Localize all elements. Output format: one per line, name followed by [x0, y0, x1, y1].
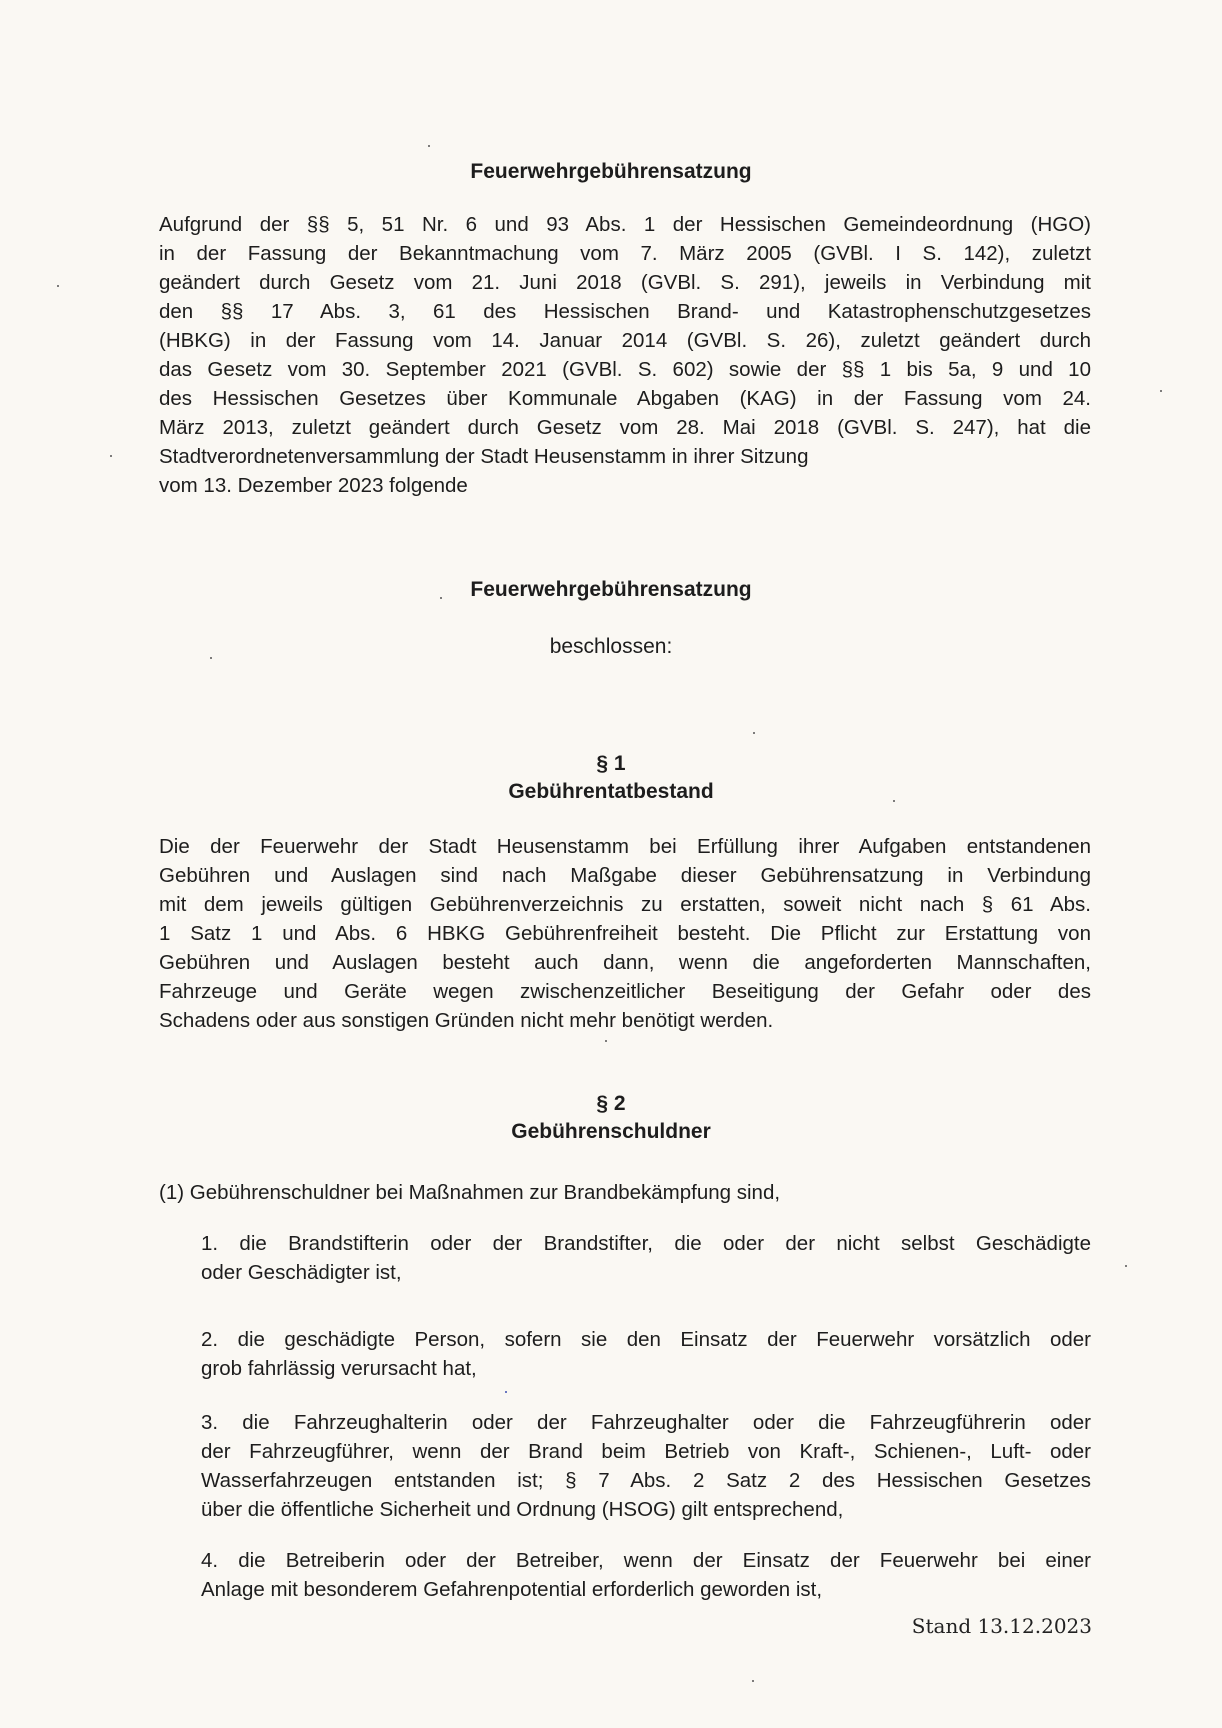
- scan-speck: [1125, 1265, 1127, 1267]
- section-2-intro-line: (1) Gebührenschuldner bei Maßnahmen zur Brandbekämpfung sind,: [159, 1181, 781, 1204]
- scan-speck: [110, 455, 112, 457]
- section-1-body: [159, 832, 1091, 1035]
- preamble-line: (HBKG) in der Fassung vom 14. Januar 2014 (GVBl. S. 26), zuletzt geändert durch: [159, 329, 1091, 352]
- section-2-intro: [159, 1178, 1091, 1207]
- list-item-line: grob fahrlässig verursacht hat,: [201, 1357, 477, 1380]
- section-2-number: § 2: [596, 1092, 626, 1115]
- scan-speck: [605, 1040, 607, 1042]
- section-1-line: mit dem jeweils gültigen Gebührenverzeichnis zu erstatten, soweit nicht nach § 61 Abs.: [159, 893, 1091, 916]
- section-1-line: Gebühren und Auslagen besteht auch dann, wenn die angeforderten Mannschaften,: [159, 951, 1091, 974]
- scan-speck: [440, 597, 442, 599]
- list-item-line: oder Geschädigter ist,: [201, 1261, 402, 1284]
- list-item: [201, 1546, 1091, 1604]
- list-item-line: 1. die Brandstifterin oder der Brandstifter, die oder der nicht selbst Geschädigte: [201, 1232, 1091, 1255]
- list-item-line: Anlage mit besonderem Gefahrenpotential erforderlich geworden ist,: [201, 1578, 823, 1601]
- resolved-text: beschlossen:: [549, 635, 673, 658]
- list-item: [201, 1325, 1091, 1383]
- preamble-line: das Gesetz vom 30. September 2021 (GVBl. S. 602) sowie der §§ 1 bis 5a, 9 und 10: [159, 358, 1091, 381]
- document-title: Feuerwehrgebührensatzung: [470, 160, 752, 183]
- list-item-line: über die öffentliche Sicherheit und Ordnung (HSOG) gilt entsprechend,: [201, 1498, 844, 1521]
- preamble-line: vom 13. Dezember 2023 folgende: [159, 474, 468, 497]
- scan-speck: [1160, 390, 1162, 392]
- scan-speck: [210, 657, 212, 659]
- section-1-number: § 1: [596, 752, 626, 775]
- list-item: [201, 1408, 1091, 1524]
- section-1-line: Fahrzeuge und Geräte wegen zwischenzeitlicher Beseitigung der Gefahr oder des: [159, 980, 1091, 1003]
- list-item-line: der Fahrzeugführer, wenn der Brand beim Betrieb von Kraft-, Schienen-, Luft- oder: [201, 1440, 1091, 1463]
- list-item: [201, 1229, 1091, 1287]
- section-1-line: Schadens oder aus sonstigen Gründen nicht mehr benötigt werden.: [159, 1009, 774, 1032]
- list-item-line: 3. die Fahrzeughalterin oder der Fahrzeughalter oder die Fahrzeugführerin oder: [201, 1411, 1091, 1434]
- list-item-line: 2. die geschädigte Person, sofern sie den Einsatz der Feuerwehr vorsätzlich oder: [201, 1328, 1091, 1351]
- scan-speck: [753, 732, 755, 734]
- preamble-line: in der Fassung der Bekanntmachung vom 7. März 2005 (GVBl. I S. 142), zuletzt: [159, 242, 1091, 265]
- scan-speck: [752, 1680, 754, 1682]
- section-1-line: Gebühren und Auslagen sind nach Maßgabe dieser Gebührensatzung in Verbindung: [159, 864, 1091, 887]
- preamble-line: März 2013, zuletzt geändert durch Gesetz vom 28. Mai 2018 (GVBl. S. 247), hat die: [159, 416, 1091, 439]
- section-1-heading: Gebührentatbestand: [508, 780, 714, 803]
- scan-speck: [893, 800, 895, 802]
- list-item-line: 4. die Betreiberin oder der Betreiber, wenn der Einsatz der Feuerwehr bei einer: [201, 1549, 1091, 1572]
- scan-speck: [57, 285, 59, 287]
- preamble-line: des Hessischen Gesetzes über Kommunale Abgaben (KAG) in der Fassung vom 24.: [159, 387, 1091, 410]
- preamble: [159, 210, 1091, 500]
- section-2-heading: Gebührenschuldner: [511, 1120, 711, 1143]
- document-subtitle: Feuerwehrgebührensatzung: [470, 578, 752, 601]
- preamble-line: Aufgrund der §§ 5, 51 Nr. 6 und 93 Abs. 1 der Hessischen Gemeindeordnung (HGO): [159, 213, 1091, 236]
- scan-speck: [428, 145, 430, 147]
- section-1-line: Die der Feuerwehr der Stadt Heusenstamm bei Erfüllung ihrer Aufgaben entstandenen: [159, 835, 1091, 858]
- preamble-line: Stadtverordnetenversammlung der Stadt Heusenstamm in ihrer Sitzung: [159, 445, 809, 468]
- preamble-line: den §§ 17 Abs. 3, 61 des Hessischen Brand- und Katastrophenschutzgesetzes: [159, 300, 1091, 323]
- scan-speck: [505, 1391, 507, 1393]
- section-1-line: 1 Satz 1 und Abs. 6 HBKG Gebührenfreiheit besteht. Die Pflicht zur Erstattung von: [159, 922, 1091, 945]
- footer-date-stamp: Stand 13.12.2023: [911, 1614, 1092, 1638]
- preamble-line: geändert durch Gesetz vom 21. Juni 2018 (GVBl. S. 291), jeweils in Verbindung mit: [159, 271, 1091, 294]
- list-item-line: Wasserfahrzeugen entstanden ist; § 7 Abs. 2 Satz 2 des Hessischen Gesetzes: [201, 1469, 1091, 1492]
